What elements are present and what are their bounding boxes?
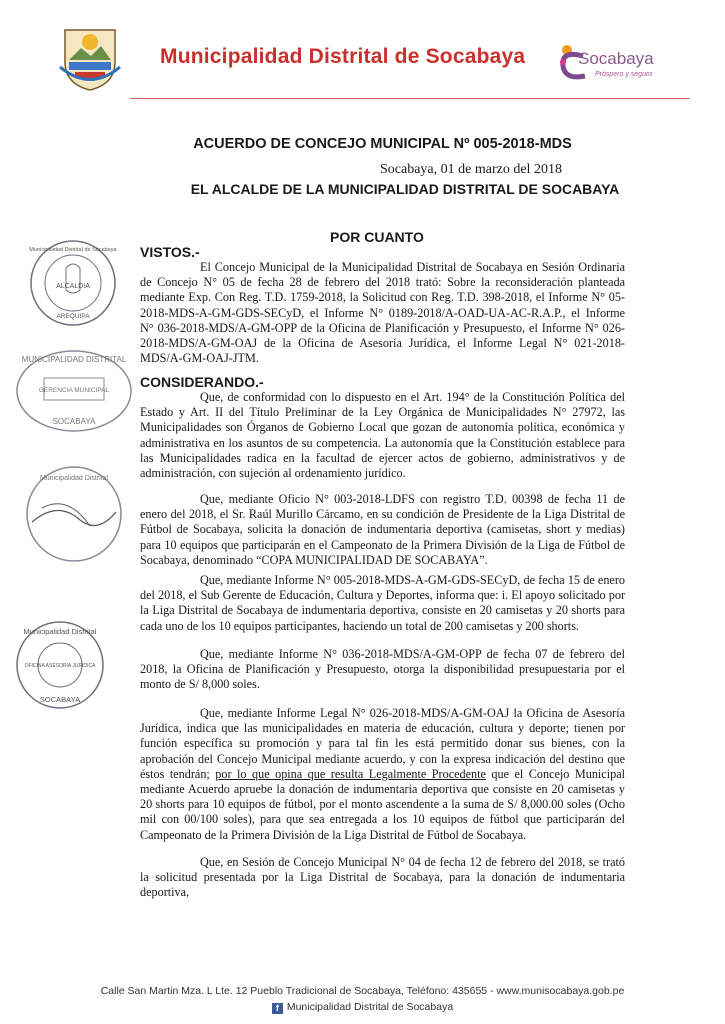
header-divider: [130, 98, 690, 99]
p5-underlined-text: por lo que opina que resulta Legalmente Procedente: [215, 766, 486, 781]
considerando-paragraph-3: Que, mediante Informe N° 005-2018-MDS-A-GM-GDS-SECyD, de fecha 15 de enero del 2018, el Sub Gerente de Educación, Cultura y Deportes, informa que: i. El apoyo solicitado por la Liga Distrital de Socabaya de indumentaria deportiva, consiste en 20 camisetas y 20 shorts para cada uno de los 10 equipos participantes, haciendo un total de 200 camisetas y 200 shorts.: [140, 573, 625, 633]
p5-text-a: Que, mediante Informe Legal N° 026-2018-MDS/A-GM-OAJ la Oficina de Asesoría Jurídica, indica que las municipalidades en materia de educación, cultura y deporte; tienen por función específica su promoción y para tal fin les está permitido donar sus bienes, con la aprobación del Concejo Municipal mediante acuerdo, y con la expresa indicación del destino que éstos tendrán;: [140, 706, 625, 781]
date-line: Socabaya, 01 de marzo del 2018: [380, 162, 562, 177]
municipal-coat-of-arms-logo: [55, 22, 125, 92]
seal-4-bottom-text: SOCABAYA: [39, 695, 81, 704]
seal-1-middle-text: ALCALDIA: [56, 283, 90, 290]
por-cuanto-heading: POR CUANTO: [330, 229, 424, 245]
footer-facebook-label: Municipalidad Distrital de Socabaya: [286, 1001, 454, 1013]
considerando-paragraph-1: Que, de conformidad con lo dispuesto en el Art. 194° de la Constitución Política del Estado y Art. II del Título Preliminar de la Ley Orgánica de Municipalidades N° 27972, las Municipalidades son Órganos de Gobierno Local que gozan de autonomía política, económica y administrativa en los asuntos de su competencia. La autonomía que la Constitución establece para las Municipalidades radica en la facultad de ejercer actos de gobierno, administrativos y de administración, con sujeción al ordenamiento jurídico.: [140, 390, 625, 481]
p5-text-b: que el Concejo Municipal mediante Acuerdo apruebe la donación de indumentaria deportiva que consiste en 20 camisetas y 20 shorts para 10 equipos de fútbol, por el monto ascendente a la suma de S/ 8,000.00 soles (Ocho mil con 00/100 soles), para que sea entregada a los 10 equipos de fútbol que participarán del Campeonato de la Primera División de la Liga Distrital de Fútbol de Socabaya.: [140, 766, 625, 842]
vistos-heading: VISTOS.-: [140, 244, 200, 260]
authority-heading: EL ALCALDE DE LA MUNICIPALIDAD DISTRITAL DE SOCABAYA: [190, 181, 620, 197]
gerencia-seal-stamp-with-signature: [18, 464, 130, 564]
considerando-paragraph-2: Que, mediante Oficio N° 003-2018-LDFS con registro T.D. 00398 de fecha 11 de enero del 2018, el Sr. Raúl Murillo Cárcamo, en su condición de Presidente de la Liga Distrital de Fútbol de Socabaya, solicita la donación de indumentaria deportiva (camisetas, short y medias) para 10 equipos que participarán en el Campeonato de la Primera División de la Liga de Fútbol de Socabaya, denominado “COPA MUNICIPALIDAD DE SOCABAYA”.: [140, 492, 625, 567]
gerencia-municipal-seal-stamp: [14, 348, 134, 434]
considerando-paragraph-5: [140, 706, 625, 843]
socabaya-brand-logo: [553, 38, 663, 88]
seal-4-middle-text: OFICINA ASESORIA JURIDICA: [24, 663, 96, 669]
header-title: Municipalidad Distrital de Socabaya: [160, 45, 526, 68]
seal-4-top-text: Municipalidad Distrital: [23, 627, 97, 636]
footer-facebook: [0, 1001, 725, 1014]
brand-tagline: Próspero y seguro: [595, 71, 653, 78]
seal-2-bottom-text: SOCABAYA: [52, 417, 96, 426]
considerando-heading: CONSIDERANDO.-: [140, 374, 264, 390]
seal-1-bottom-text: AREQUIPA: [56, 313, 90, 320]
seal-2-top-text: MUNICIPALIDAD DISTRITAL: [21, 355, 127, 364]
considerando-paragraph-6: Que, en Sesión de Concejo Municipal N° 04 de fecha 12 de febrero del 2018, se trató la solicitud presentada por la Liga Distrital de Socabaya, para la donación de indumentaria deportiva,: [140, 855, 625, 900]
brand-name: Socabaya: [578, 49, 654, 68]
vistos-paragraph: El Concejo Municipal de la Municipalidad Distrital de Socabaya en Sesión Ordinaria de Concejo N° 05 de fecha 28 de febrero del 2018 trató: Sobre la reconsideración planteada mediante Exp. Con Reg. T.D. 1759-2018, la Solicitud con Reg. T.D. 398-2018, el Informe N° 05-2018-MDS-A-GM-GDS-SECyD, el Informe N° 0189-2018/A-OAD-UA-AC-R.A.P., el Informe N° 036-2018-MDS/A-GM-OPP de la Oficina de Planificación y Presupuesto, el Informe N° 026-2018-MDS/A-GM-OAJ de la Oficina de Asesoría Jurídica, el Informe Legal N° 021-2018-MDS/A-GM-OAJ-JTM.: [140, 260, 625, 366]
facebook-icon: f: [272, 1003, 283, 1014]
seal-2-middle-text: GERENCIA MUNICIPAL: [38, 387, 110, 394]
seal-3-top-text: Municipalidad Distrital: [39, 475, 109, 482]
footer-address: Calle San Martin Mza. L Lte. 12 Pueblo Tradicional de Socabaya, Teléfono: 435655 - www.munisocabaya.gob.pe: [100, 985, 625, 997]
asesoria-juridica-seal-stamp: [10, 620, 110, 710]
seal-1-top-text: Municipalidad Distrital de Socabaya: [29, 247, 117, 253]
agreement-title: ACUERDO DE CONCEJO MUNICIPAL Nº 005-2018-MDS: [193, 136, 572, 152]
considerando-paragraph-4: Que, mediante Informe N° 036-2018-MDS/A-GM-OPP de fecha 07 de febrero del 2018, la Oficina de Planificación y Presupuesto, otorga la disponibilidad presupuestaria por el monto de S/ 8,000 soles.: [140, 647, 625, 692]
alcaldia-seal-stamp: [28, 238, 118, 328]
